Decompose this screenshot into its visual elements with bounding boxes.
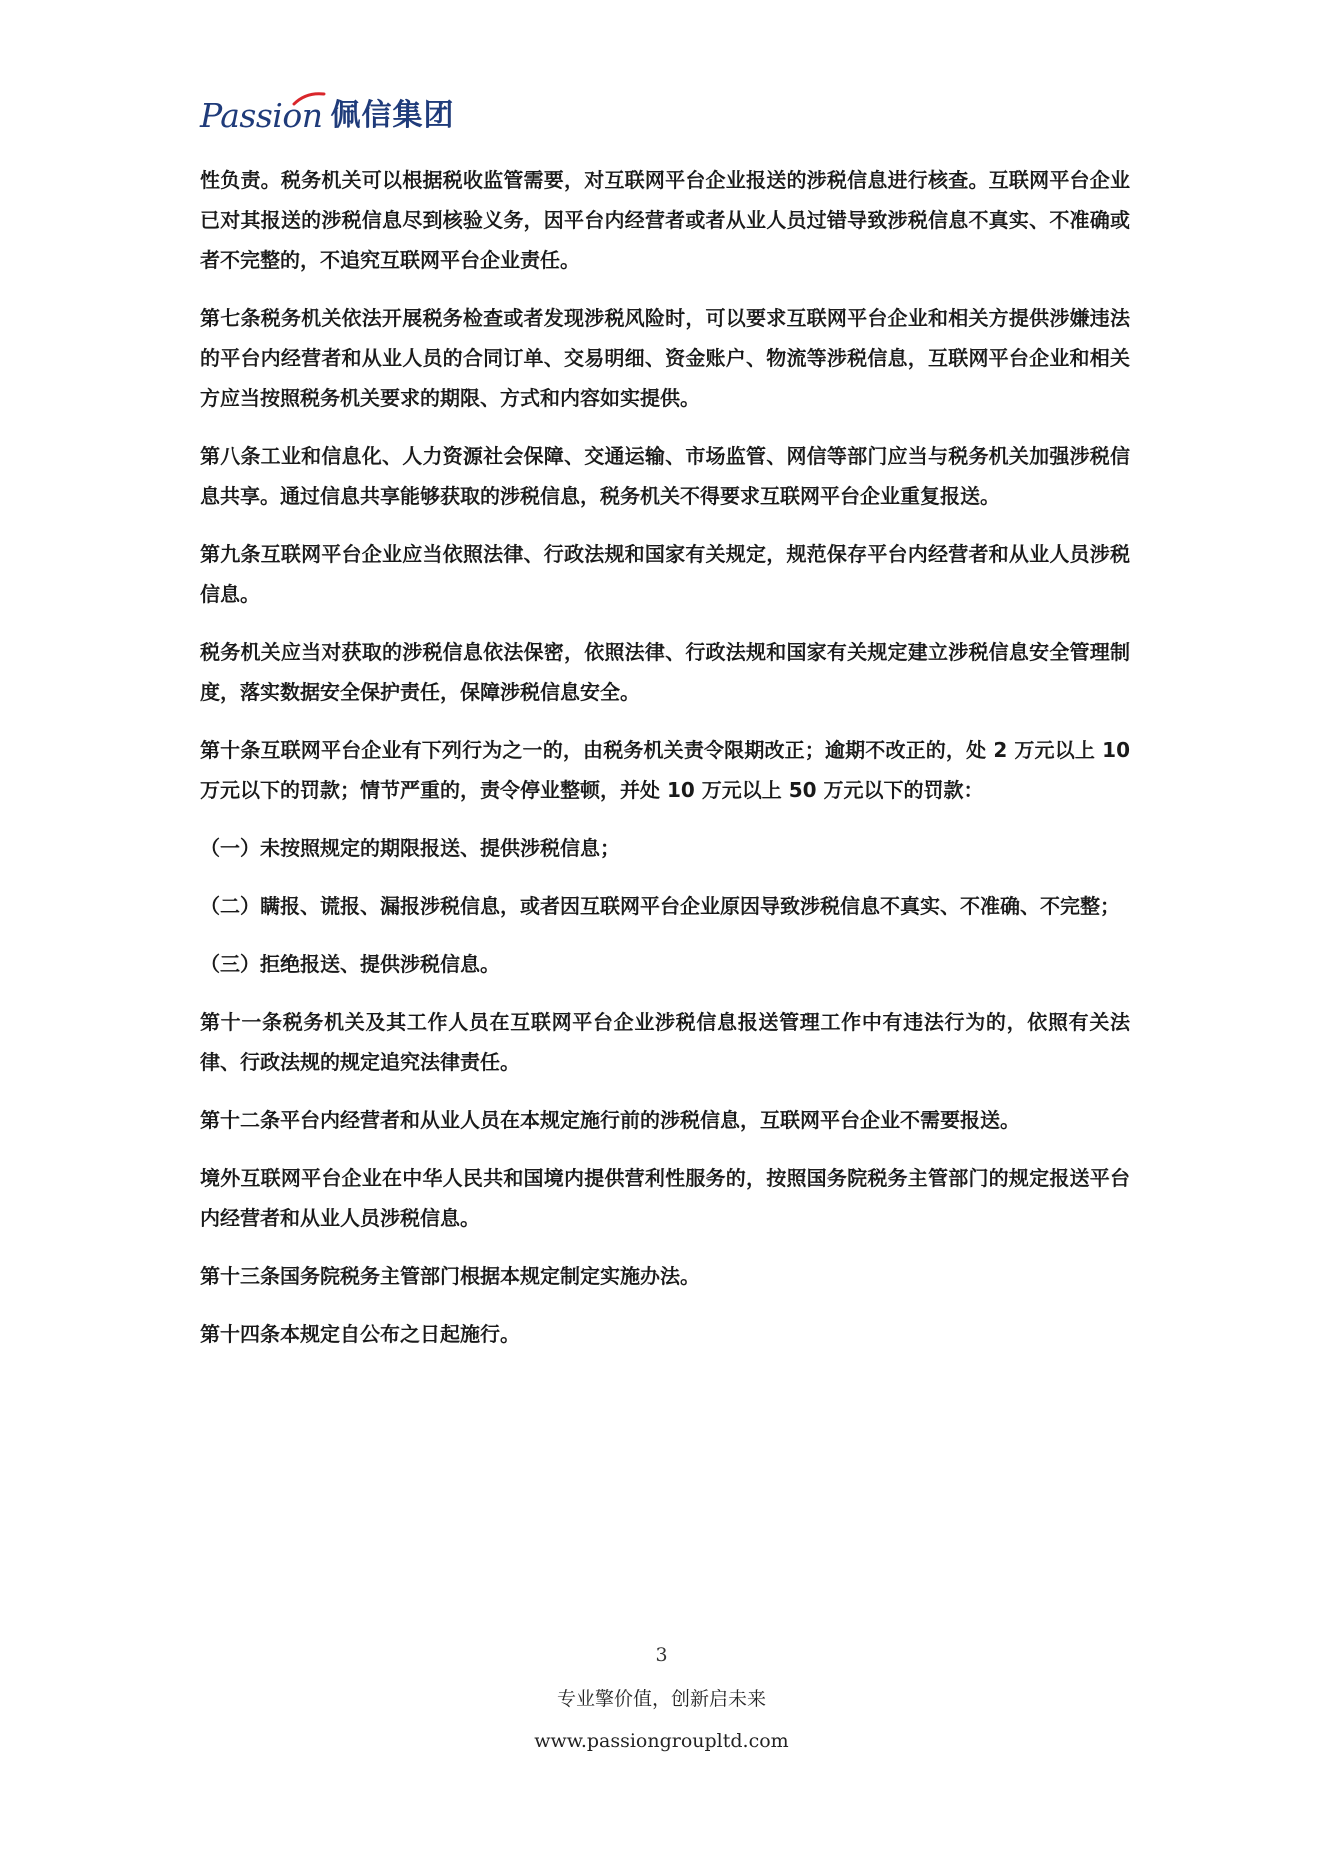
paragraph-article-13: 第十三条国务院税务主管部门根据本规定制定实施办法。 <box>200 1264 700 1288</box>
paragraph-article-11: 第十一条税务机关及其工作人员在互联网平台企业涉税信息报送管理工作中有违法行为的，依照有关法律、行政法规的规定追究法律责任。 <box>200 1010 1130 1074</box>
logo-wordmark: Passion <box>200 96 323 135</box>
logo-swoosh-icon <box>292 90 326 108</box>
document-body <box>200 160 1130 1372</box>
footer-slogan: 专业擎价值，创新启未来 <box>556 1688 766 1710</box>
paragraph-article-10: 第十条互联网平台企业有下列行为之一的，由税务机关责令限期改正；逾期不改正的，处 2 万元以上 10 万元以下的罚款；情节严重的，责令停业整顿，并处 10 万元以上 50 万元以下的罚款： <box>200 738 1130 802</box>
page-footer <box>0 1640 1323 1756</box>
list-item: （一）未按照规定的期限报送、提供涉税信息； <box>200 836 620 860</box>
page-number: 3 <box>655 1644 668 1666</box>
paragraph-article-14: 第十四条本规定自公布之日起施行。 <box>200 1322 520 1346</box>
paragraph-article-9: 第九条互联网平台企业应当依照法律、行政法规和国家有关规定，规范保存平台内经营者和从业人员涉税信息。 <box>200 542 1130 606</box>
list-item: （三）拒绝报送、提供涉税信息。 <box>200 952 500 976</box>
paragraph: 性负责。税务机关可以根据税收监管需要，对互联网平台企业报送的涉税信息进行核查。互联网平台企业已对其报送的涉税信息尽到核验义务，因平台内经营者或者从业人员过错导致涉税信息不真实、不准确或者不完整的，不追究互联网平台企业责任。 <box>200 168 1130 272</box>
logo-company-name: 佩信集团 <box>330 98 455 133</box>
company-logo <box>200 96 454 136</box>
list-item: （二）瞒报、谎报、漏报涉税信息，或者因互联网平台企业原因导致涉税信息不真实、不准确、不完整； <box>200 894 1120 918</box>
paragraph-article-12: 第十二条平台内经营者和从业人员在本规定施行前的涉税信息，互联网平台企业不需要报送。 <box>200 1108 1020 1132</box>
paragraph-article-7: 第七条税务机关依法开展税务检查或者发现涉税风险时，可以要求互联网平台企业和相关方提供涉嫌违法的平台内经营者和从业人员的合同订单、交易明细、资金账户、物流等涉税信息，互联网平台企业和相关方应当按照税务机关要求的期限、方式和内容如实提供。 <box>200 306 1130 410</box>
paragraph: 境外互联网平台企业在中华人民共和国境内提供营利性服务的，按照国务院税务主管部门的规定报送平台内经营者和从业人员涉税信息。 <box>200 1166 1130 1230</box>
paragraph: 税务机关应当对获取的涉税信息依法保密，依照法律、行政法规和国家有关规定建立涉税信息安全管理制度，落实数据安全保护责任，保障涉税信息安全。 <box>200 640 1130 704</box>
footer-website: www.passiongroupltd.com <box>534 1730 789 1752</box>
paragraph-article-8: 第八条工业和信息化、人力资源社会保障、交通运输、市场监管、网信等部门应当与税务机关加强涉税信息共享。通过信息共享能够获取的涉税信息，税务机关不得要求互联网平台企业重复报送。 <box>200 444 1130 508</box>
